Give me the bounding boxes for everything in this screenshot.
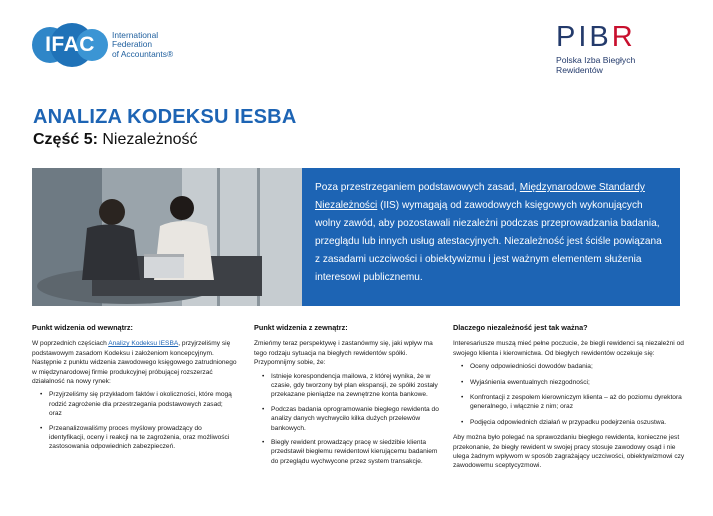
column-outro: Aby można było polegać na sprawozdaniu biegłego rewidenta, konieczne jest przekonanie, że biegły rewident w swojej pracy stosuje zawodowy osąd i nie ulega żadnym wpływom w sposób zagrażający uczciwości, obiektywizmowi czy zawodowemu sceptycyzmowi. bbox=[453, 434, 685, 470]
list-item: • Przeanalizowaliśmy proces myślowy prowadzący do identyfikacji, oceny i reakcji na te zagrożenia, oraz możliwości zastosowania odpowiednich zabezpieczeń. bbox=[40, 424, 237, 452]
hero-photo bbox=[32, 168, 302, 306]
column-heading: Punkt widzenia od wewnątrz: bbox=[32, 323, 133, 332]
iis-standards-link[interactable]: Międzynarodowe Standardy Niezależności bbox=[315, 182, 645, 211]
list-item: • Wyjaśnienia ewentualnych niezgodności; bbox=[461, 378, 685, 387]
page-subtitle bbox=[33, 131, 198, 149]
column-inside-view bbox=[32, 323, 237, 457]
ifac-logo bbox=[32, 20, 173, 70]
column-heading: Punkt widzenia z zewnątrz: bbox=[254, 323, 348, 332]
iesba-analysis-link[interactable]: Analizy Kodeksu IESBA bbox=[108, 340, 179, 348]
column-outside-view bbox=[254, 323, 444, 471]
office-meeting-illustration bbox=[32, 168, 302, 306]
pibr-logo bbox=[556, 22, 636, 75]
list-item: • Biegły rewident prowadzący pracę w siedzibie klienta przedstawił biegłemu rewidentowi kierującemu badaniem do przeglądu wychwycone przez system transakcje. bbox=[262, 438, 444, 466]
list-item: • Konfrontacji z zespołem kierowniczym klienta – aż do poziomu dyrektora generalnego, i włącznie z nim; oraz bbox=[461, 393, 685, 412]
bullet-list bbox=[453, 362, 685, 427]
list-item: • Podjęcia odpowiednich działań w przypadku podejrzenia oszustwa. bbox=[461, 418, 685, 427]
list-item: • Podczas badania oprogramowanie biegłego rewidenta do analizy danych wychwyciło kilka dużych przelewów bankowych. bbox=[262, 405, 444, 433]
ifac-acronym: IFAC bbox=[45, 33, 95, 56]
pibr-full-name: Polska Izba Biegłych Rewidentów bbox=[556, 55, 636, 75]
list-item: • Oceny odpowiedniości dowodów badania; bbox=[461, 362, 685, 371]
list-item: • Przyjrzeliśmy się przykładom faktów i okoliczności, które mogą rodzić zagrożenie dla przestrzegania podstawowych zasad; oraz bbox=[40, 390, 237, 418]
page-title: ANALIZA KODEKSU IESBA bbox=[33, 106, 297, 128]
hero-text: Poza przestrzeganiem podstawowych zasad, Międzynarodowe Standardy Niezależności (IIS) wymagają od zawodowych księgowych wykonujących wolny zawód, aby pozostawali niezależni podczas przeprowadzania badania, przeglądu lub innych usług atestacyjnych. Niezależność jest ściśle powiązana z zasadami uczciwości i obiektywizmu i jest ważnym elementem służenia interesowi publicznemu. bbox=[315, 182, 662, 283]
column-intro: Zmieńmy teraz perspektywę i zastanówmy się, jaki wpływ ma tego rodzaju sytuacja na biegłych rewidentów spółki. Przypomnijmy sobie, że: bbox=[254, 340, 433, 367]
bullet-list bbox=[254, 372, 444, 467]
ifac-full-name: International Federation of Accountants® bbox=[112, 29, 174, 59]
topic-label: Niezależność bbox=[102, 131, 198, 148]
pibr-mark: PIBR bbox=[556, 21, 636, 53]
bullet-list bbox=[32, 390, 237, 451]
column-heading: Dlaczego niezależność jest tak ważna? bbox=[453, 323, 588, 332]
hero-band bbox=[32, 168, 680, 306]
ifac-badge-icon bbox=[32, 23, 108, 67]
column-intro: W poprzednich częściach Analizy Kodeksu IESBA, przyjrzeliśmy się podstawowym zasadom Kodeksu i założeniom koncepcyjnym. Następnie z punktu widzenia zawodowego księgowego zatrudnionego w międzynarodowej firmie produkcyjnej próbującej rozszerzać działalność na nowy rynek: bbox=[32, 340, 237, 386]
column-intro: Interesariusze muszą mieć pełne poczucie, że biegli rewidenci są niezależni od swojego klienta i kierownictwa. Od biegłych rewidentów oczekuje się: bbox=[453, 340, 684, 357]
column-why-independence bbox=[453, 323, 685, 475]
list-item: • Istnieje korespondencja mailowa, z której wynika, że w czasie, gdy tworzony był plan ekspansji, ze spółki zostały przekazane pieniądze na zewnętrzne konta bankowe. bbox=[262, 372, 444, 400]
part-label: Część 5: bbox=[33, 131, 98, 148]
